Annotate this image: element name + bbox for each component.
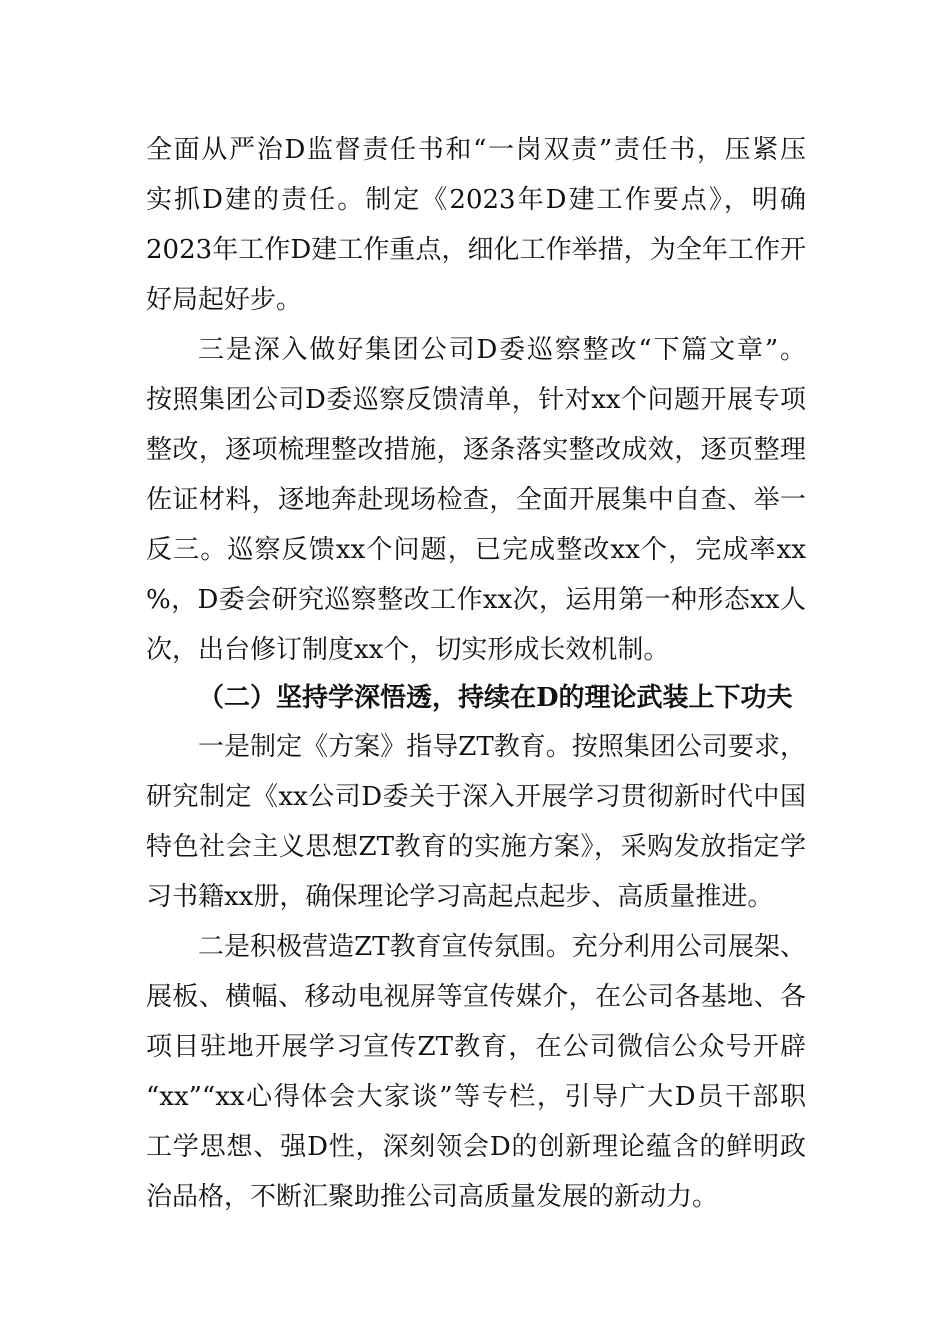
text-line: 按照集团公司D委巡察反馈清单，针对xx个问题开展专项 bbox=[146, 385, 806, 415]
paragraph-publicity bbox=[146, 922, 806, 1222]
text-line: 习书籍xx册，确保理论学习高起点起步、高质量推进。 bbox=[146, 882, 774, 912]
text-line: 研究制定《xx公司D委关于深入开展学习贯彻新时代中国 bbox=[146, 782, 806, 812]
section-heading-text: （二）坚持学深悟透，持续在D的理论武装上下功夫 bbox=[198, 683, 793, 713]
text-line: 特色社会主义思想ZT教育的实施方案》，采购发放指定学 bbox=[146, 832, 806, 862]
paragraph-plan bbox=[146, 722, 806, 922]
text-line: 次，出台修订制度xx个，切实形成长效机制。 bbox=[146, 635, 670, 665]
section-heading bbox=[146, 673, 806, 723]
text-line: %，D委会研究巡察整改工作xx次，运用第一种形态xx人 bbox=[146, 585, 806, 615]
paragraph-inspection-rectification bbox=[146, 325, 806, 675]
text-line: 展板、横幅、移动电视屏等宣传媒介，在公司各基地、各 bbox=[146, 982, 806, 1012]
text-line: 整改，逐项梳理整改措施，逐条落实整改成效，逐页整理 bbox=[146, 435, 806, 465]
text-line: 2023年工作D建工作重点，细化工作举措，为全年工作开 bbox=[146, 235, 806, 265]
text-line: 项目驻地开展学习宣传ZT教育，在公司微信公众号开辟 bbox=[146, 1032, 806, 1062]
text-line: 反三。巡察反馈xx个问题，已完成整改xx个，完成率xx bbox=[146, 535, 806, 565]
text-line: “xx”“xx心得体会大家谈”等专栏，引导广大D员干部职 bbox=[146, 1082, 806, 1112]
text-line: 好局起好步。 bbox=[146, 285, 303, 315]
text-line: 全面从严治D监督责任书和“一岗双责”责任书，压紧压 bbox=[146, 135, 806, 165]
text-line: 实抓D建的责任。制定《2023年D建工作要点》，明确 bbox=[146, 185, 806, 215]
text-line: 一是制定《方案》指导ZT教育。按照集团公司要求， bbox=[198, 732, 806, 762]
text-line: 佐证材料，逐地奔赴现场检查，全面开展集中自查、举一 bbox=[146, 485, 806, 515]
text-line: 工学思想、强D性，深刻领会D的创新理论蕴含的鲜明政 bbox=[146, 1132, 806, 1162]
text-line: 二是积极营造ZT教育宣传氛围。充分利用公司展架、 bbox=[198, 932, 806, 962]
text-line: 治品格，不断汇聚助推公司高质量发展的新动力。 bbox=[146, 1182, 719, 1212]
text-line: 三是深入做好集团公司D委巡察整改“下篇文章”。 bbox=[198, 335, 806, 365]
paragraph-responsibility bbox=[146, 125, 806, 325]
